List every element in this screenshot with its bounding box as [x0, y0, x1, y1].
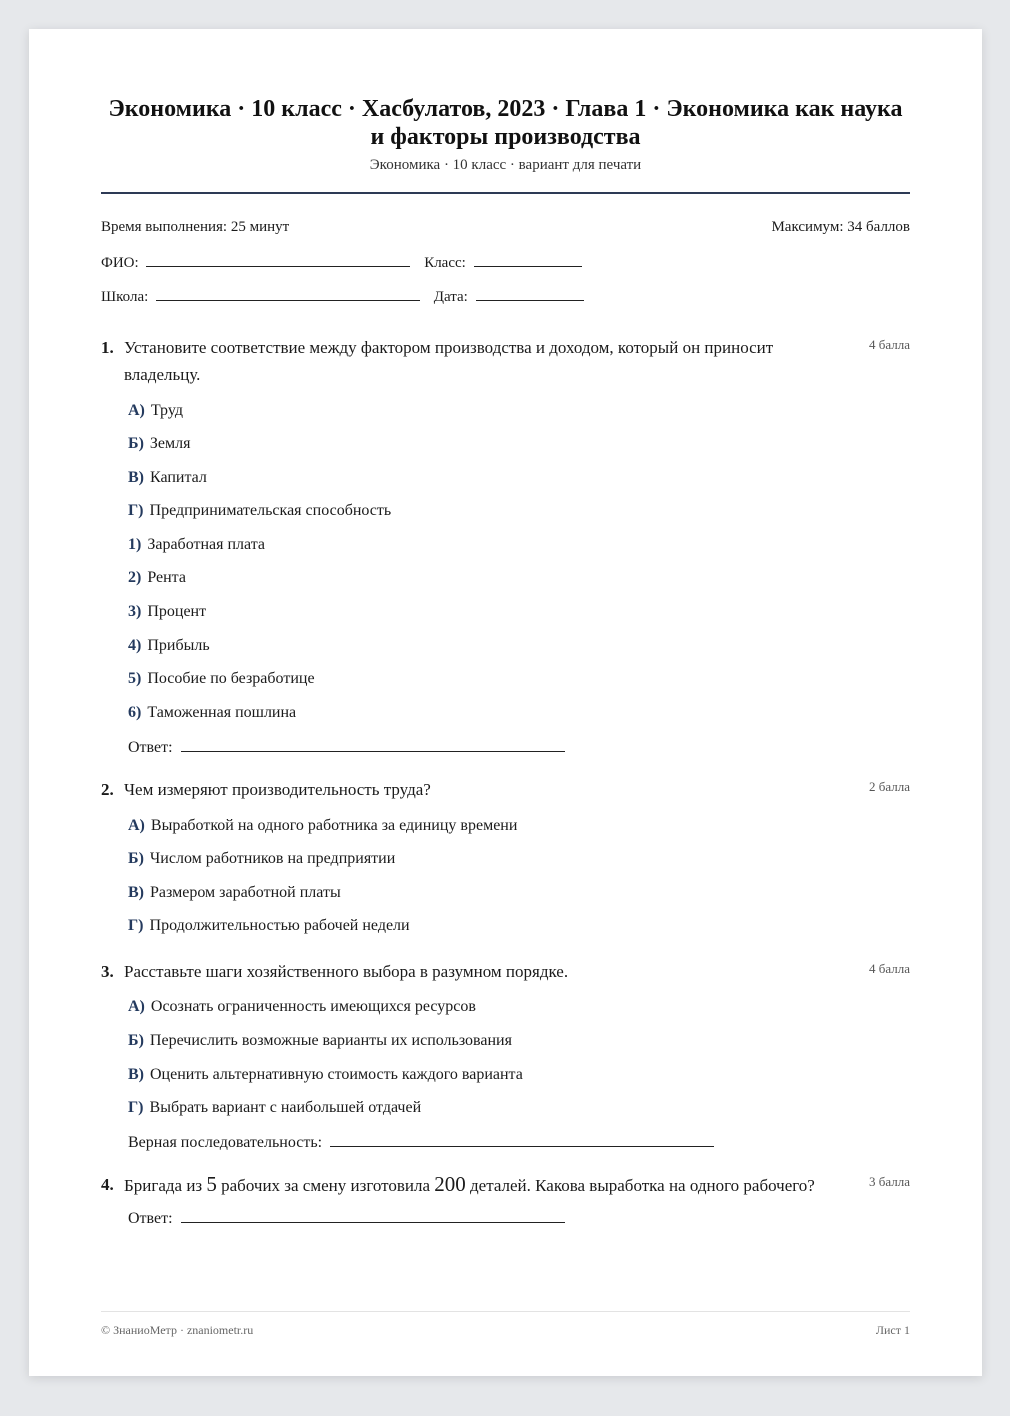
option-b — [128, 849, 395, 869]
question-text: Установите соответствие между фактором производства и доходом, который он приносит владельцу. — [124, 338, 774, 384]
option-label: В) — [128, 1066, 144, 1083]
option-1 — [128, 535, 265, 555]
option-6 — [128, 703, 296, 723]
option-label: В) — [128, 884, 144, 901]
option-text: Оценить альтернативную стоимость каждого варианта — [150, 1066, 523, 1083]
footer-divider — [101, 1311, 910, 1312]
question-1 — [101, 334, 910, 756]
question-text — [124, 1172, 815, 1196]
text-part: рабочих за смену изготовила — [216, 1176, 435, 1195]
footer — [101, 1323, 910, 1338]
option-4 — [128, 636, 210, 656]
meta-school-row — [101, 286, 910, 306]
answer-label: Верная последовательность: — [128, 1134, 323, 1151]
option-label: 3) — [128, 603, 142, 620]
option-text: Рента — [147, 569, 186, 586]
question-number: 4. — [101, 1175, 114, 1194]
question-points: 2 балла — [869, 779, 910, 794]
option-label: Г) — [128, 502, 144, 519]
answer-row — [128, 1132, 714, 1152]
question-2-header — [101, 776, 910, 803]
text-part: деталей. Какова выработка на одного рабочего? — [465, 1176, 815, 1195]
question-points: 3 балла — [869, 1174, 910, 1189]
option-a — [128, 816, 517, 836]
page-subtitle: Экономика · 10 класс · вариант для печати — [369, 157, 642, 173]
school-field[interactable] — [156, 286, 420, 301]
question-4 — [101, 1171, 910, 1227]
option-label: Г) — [128, 1099, 144, 1116]
option-g — [128, 1098, 421, 1118]
option-text: Заработная плата — [147, 536, 266, 553]
option-g — [128, 501, 391, 521]
page-title: Экономика · 10 класс · Хасбулатов, 2023 · Глава 1 · Экономика как наука и факторы производства — [108, 96, 903, 150]
answer-row — [128, 737, 565, 757]
question-points: 4 балла — [869, 961, 910, 976]
option-text: Осознать ограниченность имеющихся ресурсов — [150, 998, 476, 1015]
option-text: Размером заработной платы — [150, 884, 341, 901]
option-label: Г) — [128, 917, 144, 934]
question-number: 2. — [101, 780, 114, 799]
option-text: Предпринимательская способность — [149, 502, 392, 519]
class-label: Класс: — [424, 255, 466, 271]
option-2 — [128, 568, 186, 588]
option-text: Таможенная пошлина — [147, 704, 297, 721]
option-g — [128, 916, 410, 936]
question-number: 1. — [101, 338, 114, 357]
number-workers: 5 — [206, 1172, 217, 1196]
option-text: Выработкой на одного работника за единицу времени — [150, 817, 518, 834]
option-a — [128, 997, 476, 1017]
question-number: 3. — [101, 962, 114, 981]
option-label: 2) — [128, 569, 142, 586]
fio-label: ФИО: — [101, 255, 139, 271]
question-1-header — [101, 334, 910, 388]
option-3 — [128, 602, 206, 622]
option-text: Прибыль — [147, 637, 210, 654]
option-label: 6) — [128, 704, 142, 721]
option-label: 5) — [128, 670, 142, 687]
option-label: Б) — [128, 1032, 144, 1049]
answer-label: Ответ: — [128, 1210, 173, 1227]
class-field[interactable] — [474, 252, 582, 267]
meta-time-row — [101, 219, 910, 236]
question-text: Расставьте шаги хозяйственного выбора в разумном порядке. — [124, 962, 569, 981]
option-label: 4) — [128, 637, 142, 654]
question-text: Чем измеряют производительность труда? — [124, 780, 431, 799]
fio-field[interactable] — [146, 252, 410, 267]
footer-copyright: © ЗнаниоМетр · znaniometr.ru — [101, 1323, 254, 1337]
question-3 — [101, 958, 910, 1151]
sequence-field[interactable] — [330, 1132, 714, 1147]
option-5 — [128, 669, 315, 689]
answer-row — [128, 1208, 565, 1228]
option-text: Земля — [149, 435, 191, 452]
option-text: Процент — [147, 603, 207, 620]
time-limit: Время выполнения: 25 минут — [101, 219, 290, 235]
question-4-header — [101, 1171, 910, 1199]
option-label: В) — [128, 469, 144, 486]
answer-label: Ответ: — [128, 739, 173, 756]
number-parts: 200 — [434, 1172, 466, 1196]
meta-fio-row — [101, 252, 910, 272]
option-text: Выбрать вариант с наибольшей отдачей — [149, 1099, 422, 1116]
option-label: А) — [128, 402, 145, 419]
question-2 — [101, 776, 910, 934]
option-label: А) — [128, 998, 145, 1015]
option-label: А) — [128, 817, 145, 834]
option-text: Пособие по безработице — [147, 670, 315, 687]
answer-field[interactable] — [181, 1208, 565, 1223]
option-b — [128, 1031, 512, 1051]
date-label: Дата: — [433, 289, 468, 305]
option-text: Перечислить возможные варианты их использования — [149, 1032, 512, 1049]
option-text: Числом работников на предприятии — [149, 850, 396, 867]
worksheet-page — [29, 29, 982, 1376]
answer-field[interactable] — [181, 737, 565, 752]
option-label: Б) — [128, 435, 144, 452]
option-text: Труд — [150, 402, 183, 419]
option-label: 1) — [128, 536, 142, 553]
option-v — [128, 1065, 523, 1085]
question-3-header — [101, 958, 910, 985]
sheet-number: Лист 1 — [875, 1323, 910, 1337]
option-text: Продолжительностью рабочей недели — [149, 917, 410, 934]
question-points: 4 балла — [869, 337, 910, 352]
option-text: Капитал — [150, 469, 207, 486]
option-label: Б) — [128, 850, 144, 867]
option-v — [128, 468, 207, 488]
school-label: Школа: — [101, 289, 149, 305]
header-divider — [101, 192, 910, 194]
max-score: Максимум: 34 баллов — [771, 219, 910, 235]
option-a — [128, 401, 183, 421]
text-part: Бригада из — [124, 1176, 207, 1195]
option-v — [128, 883, 341, 903]
option-b — [128, 434, 191, 454]
date-field[interactable] — [476, 286, 584, 301]
